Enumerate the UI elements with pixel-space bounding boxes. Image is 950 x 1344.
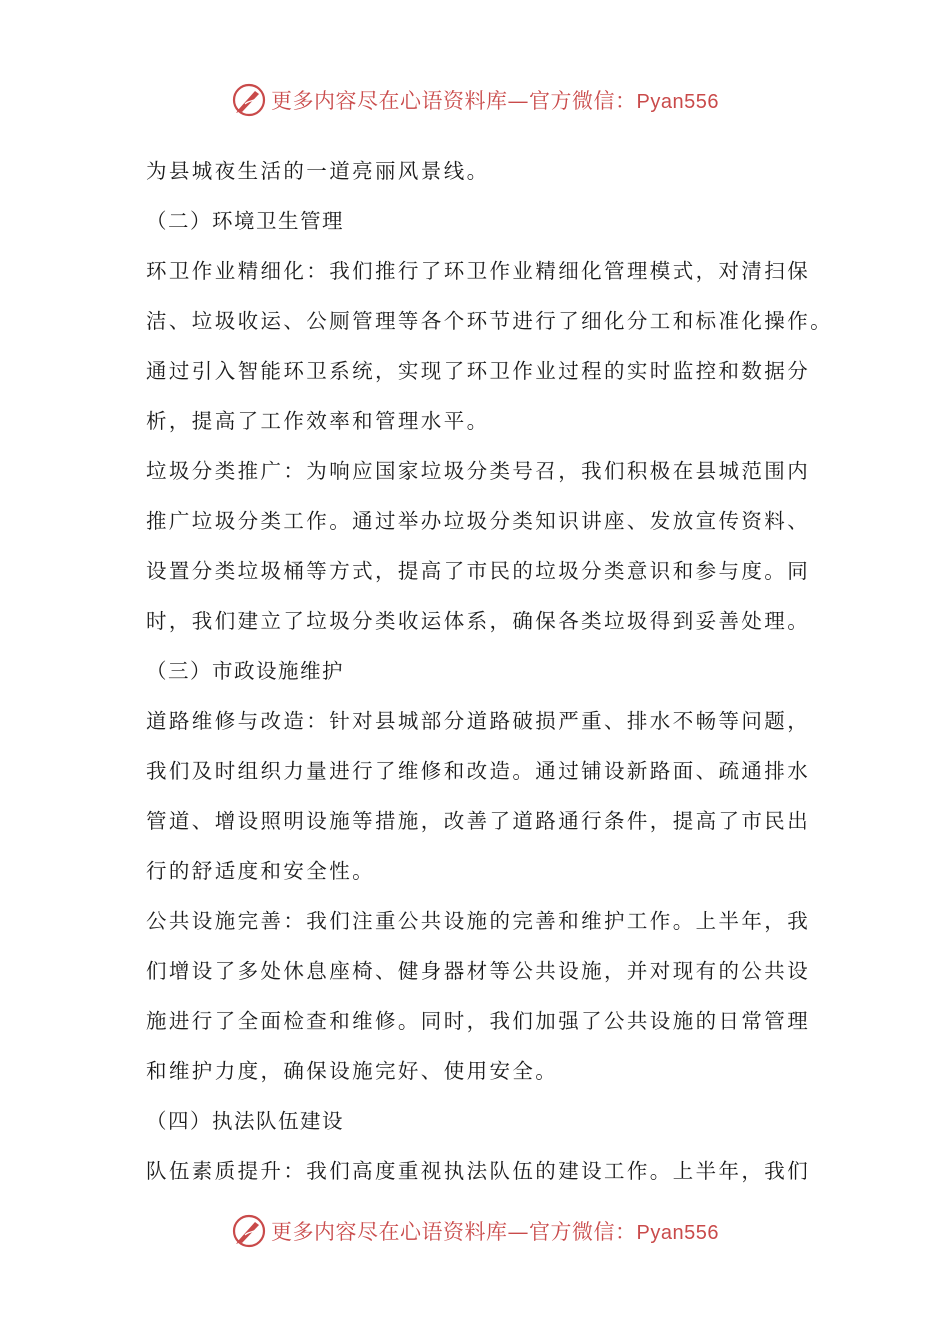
pen-logo-icon xyxy=(231,1213,267,1249)
watermark-wechat-id: Pyan556 xyxy=(636,91,719,113)
text-line: 公共设施完善：我们注重公共设施的完善和维护工作。上半年，我 xyxy=(146,909,811,933)
text-line: 析，提高了工作效率和管理水平。 xyxy=(146,409,490,433)
text-line: 我们及时组织力量进行了维修和改造。通过铺设新路面、疏通排水 xyxy=(146,759,811,783)
text-line: 垃圾分类推广：为响应国家垃圾分类号召，我们积极在县城范围内 xyxy=(146,459,811,483)
text-line: 行的舒适度和安全性。 xyxy=(146,859,375,883)
text-line: 道路维修与改造：针对县城部分道路破损严重、排水不畅等问题， xyxy=(146,709,811,733)
text-line: 们增设了多处休息座椅、健身器材等公共设施，并对现有的公共设 xyxy=(146,959,811,983)
text-line: 洁、垃圾收运、公厕管理等各个环节进行了细化分工和标准化操作。 xyxy=(146,309,833,333)
text-line: 通过引入智能环卫系统，实现了环卫作业过程的实时监控和数据分 xyxy=(146,359,811,383)
document-body xyxy=(146,146,833,1196)
section-heading: （四）执法队伍建设 xyxy=(146,1109,344,1133)
text-line: 施进行了全面检查和维修。同时，我们加强了公共设施的日常管理 xyxy=(146,1009,811,1033)
text-line: 推广垃圾分类工作。通过举办垃圾分类知识讲座、发放宣传资料、 xyxy=(146,509,811,533)
section-heading: （二）环境卫生管理 xyxy=(146,209,344,233)
text-line: 环卫作业精细化：我们推行了环卫作业精细化管理模式，对清扫保 xyxy=(146,259,811,283)
text-line: 时，我们建立了垃圾分类收运体系，确保各类垃圾得到妥善处理。 xyxy=(146,609,811,633)
text-line: 和维护力度，确保设施完好、使用安全。 xyxy=(146,1059,559,1083)
watermark-text: 更多内容尽在心语资料库—官方微信： xyxy=(271,89,637,113)
text-line: 为县城夜生活的一道亮丽风景线。 xyxy=(146,159,490,183)
watermark-wechat-id: Pyan556 xyxy=(636,1222,719,1244)
section-heading: （三）市政设施维护 xyxy=(146,659,344,683)
watermark-text: 更多内容尽在心语资料库—官方微信： xyxy=(271,1220,637,1244)
text-line: 队伍素质提升：我们高度重视执法队伍的建设工作。上半年，我们 xyxy=(146,1159,811,1183)
footer-watermark xyxy=(0,1211,950,1251)
pen-logo-icon xyxy=(231,82,267,118)
text-line: 管道、增设照明设施等措施，改善了道路通行条件，提高了市民出 xyxy=(146,809,811,833)
text-line: 设置分类垃圾桶等方式，提高了市民的垃圾分类意识和参与度。同 xyxy=(146,559,811,583)
header-watermark xyxy=(0,80,950,120)
